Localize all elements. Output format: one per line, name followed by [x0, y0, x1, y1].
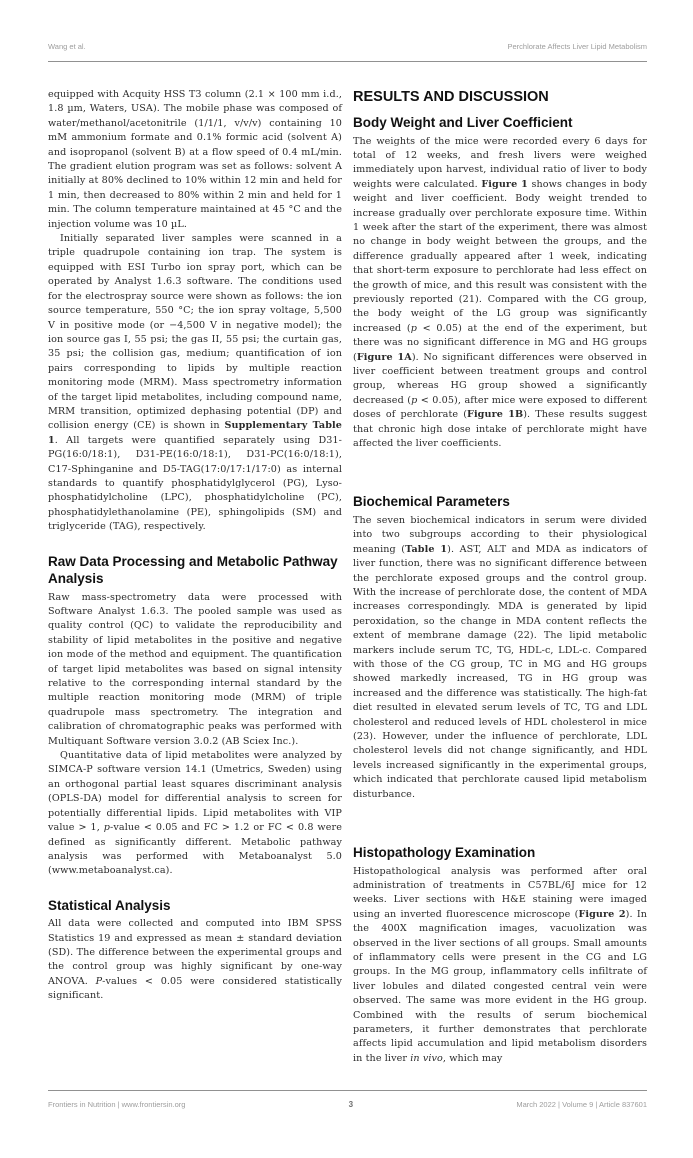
text-segment: ). These results suggest that chronic high dose intake of perchlorate might have affected the liver coefficients. [353, 409, 647, 450]
text-segment: The weights of the mice were recorded every 6 days for total of 12 weeks, and fresh livers were weighed immediately upon harvest, individual ratio of liver to body weights were calculated. [353, 135, 647, 190]
right-column-section-heading-3 [353, 493, 647, 511]
text-segment: < 0.05) at the end of the experiment, but there was no significant difference in MG and HG groups ( [353, 322, 647, 363]
text-segment: -values < 0.05 were considered statistically significant. [48, 975, 342, 1002]
left-column-paragraph-6 [48, 917, 342, 1003]
text-segment: ). In the 400X magnification images, vacuolization was observed in the liver sections of all groups. Small amounts of inflammatory cells were present in the CG and LG groups. In the MG group, inflammatory cells infiltrate of liver lobules and dilated congested central vein were observed. The same was more evident in the HG group. Combined with the results of serum biochemical parameters, it further demonstrates that perchlorate affects lipid accumulation and lipid metabolism disorders in the liver [353, 908, 647, 1064]
text-segment: shows changes in body weight and liver coefficient. Body weight trended to increase gradually over perchlorate exposure time. Within 1 week after the start of the experiment, there was almost no change in body weight between the groups, and the difference gradually appeared after 1 week, indicating that short-term exposure to perchlorate had less effect on the growth of mice, and this result was consistent with the previously reported (21). Compared with the CG group, the body weight of the LG group was significantly increased ( [353, 178, 647, 334]
running-head [48, 42, 647, 51]
footer [48, 1100, 647, 1109]
text-segment: Body Weight and Liver Coefficient [353, 115, 573, 130]
bold-text-segment: Figure 1B [467, 409, 524, 421]
left-column-paragraph-0 [48, 88, 342, 232]
right-column-paragraph-2 [353, 135, 647, 452]
text-segment: equipped with Acquity HSS T3 column (2.1 × 100 mm i.d., 1.8 µm, Waters, USA). The mobile phase was composed of water/methanol/acetonitrile (1/1/1, v/v/v) containing 10 mM ammonium formate and 0.1% formic acid (solvent A) and isopropanol (solvent B) at a flow speed of 0.4 mL/min. The gradient elution program was set as follows: solvent A initially at 80% declined to 10% within 12 min and held for 1 min, then decreased to 80% within 2 min and held for 1 min. The column temperature maintained at 45 °C and the injection volume was 10 µL. [48, 89, 342, 230]
bold-text-segment: Figure 1 [481, 178, 528, 190]
italic-text-segment: in vivo [410, 1052, 443, 1064]
left-column-section-heading-2 [48, 553, 342, 588]
footer-rule [48, 1090, 647, 1091]
bold-text-segment: Supplementary Table 1 [48, 420, 342, 446]
text-segment: Initially separated liver samples were scanned in a triple quadrupole containing ion trap. The system is equipped with ESI Turbo ion spray port, which can be operated by Analyst 1.6.3 software. The conditions used for the electrospray source were shown as follows: the ion source temperature, 550 °C; the ion spray voltage, 5,500 V in positive mode (or −4,500 V in negative model); the ion source gas I, 55 psi; the gas II, 55 psi; the curtain gas, 35 psi; the collision gas, medium; quantification of ion pairs corresponding to lipids by multiple reaction monitoring mode (MRM). Mass spectrometry information of the target lipid metabolites, including compound name, MRM transition, optimized dephasing potential (DP) and collision energy (CE) is shown in [48, 233, 342, 432]
text-segment: < 0.05), after mice were exposed to different doses of perchlorate ( [353, 394, 647, 421]
text-segment: Histopathological analysis was performed after oral administration of treatments in C57BL/6J mice for 12 weeks. Liver sections with H&E staining were imaged using an inverted fluorescence microscope ( [353, 865, 647, 920]
right-column-section-heading-1 [353, 114, 647, 132]
bold-text-segment: Figure 1A [356, 351, 412, 363]
italic-text-segment: p [411, 394, 418, 406]
text-segment: The seven biochemical indicators in serum were divided into two subgroups according to their physiological meaning ( [353, 514, 647, 555]
italic-text-segment: p [103, 822, 111, 834]
text-segment: Biochemical Parameters [353, 494, 510, 510]
text-segment: -value < 0.05 and FC > 1.2 or FC < 0.8 were defined as significantly different. Metabolic pathway analysis was performed with Metaboanalyst 5.0 (www.metaboanalyst.ca). [48, 822, 342, 877]
running-author: Wang et al. [48, 42, 86, 51]
text-segment: ). AST, ALT and MDA as indicators of liver function, there was no significant difference between the perchlorate exposed groups and the control group. With the increase of perchlorate dose, the content of MDA increases correspondingly. MDA is generated by lipid peroxidation, so the change in MDA content reflects the extent of membrane damage (22). The lipid metabolic markers include serum TC, TG, HDL-c, LDL-c. Compared with those of the CG group, TC in MG and HG groups showed markedly increased, TG in HG group was increased and the difference was statistically. The high-fat diet resulted in elevated serum levels of TC, TG and LDL cholesterol and reduced levels of HDL cholesterol in mice (23). However, under the influence of perchlorate, LDL cholesterol levels did not change significantly, and HDL levels increased significantly in the experimental groups, which indicated that perchlorate caused lipid metabolism disturbance. [353, 543, 647, 800]
header-rule [48, 61, 647, 62]
right-column-section-heading-5 [353, 844, 647, 862]
text-segment: Histopathology Examination [353, 845, 536, 861]
journal-name: Frontiers in Nutrition | www.frontiersin.org [48, 1100, 186, 1109]
left-column-section-heading-5 [48, 897, 342, 915]
text-segment: Raw Data Processing and Metabolic Pathway Analysis [48, 553, 338, 587]
italic-text-segment: P [95, 975, 103, 987]
text-segment: . All targets were quantified separately using D31-PG(16:0/18:1), D31-PE(16:0/18:1), D31-PC(16:0/18:1), C17-Sphinganine and D5-TAG(17:0/17:1/17:0) as internal standards to quantify phosphatidylglycerol (PG), Lyso-phosphatidylcholine (LPC), phosphatidylcholine (PC), phosphatidylethanolamine (PE), sphingolipids (SM) and triglyceride (TAG), respectively. [48, 434, 342, 533]
bold-text-segment: Figure 2 [578, 908, 626, 920]
bold-text-segment: Table 1 [405, 543, 448, 555]
right-column-paragraph-4 [353, 514, 647, 802]
page-number: 3 [348, 1100, 354, 1109]
right-column [353, 88, 647, 1066]
text-segment: RESULTS AND DISCUSSION [353, 89, 549, 105]
text-segment: Statistical Analysis [48, 897, 171, 913]
text-segment: Quantitative data of lipid metabolites were analyzed by SIMCA-P software version 14.1 (Umetrics, Sweden) using an orthogonal partial least squares discriminant analysis (OPLS-DA) model for differential analysis to screen for potentially differential lipids. Lipid metabolites with VIP value > 1, [48, 750, 342, 834]
italic-text-segment: p [410, 322, 417, 334]
running-title: Perchlorate Affects Liver Lipid Metabolism [507, 42, 647, 51]
issue-info: March 2022 | Volume 9 | Article 837601 [516, 1100, 647, 1109]
left-column-paragraph-3 [48, 591, 342, 749]
text-segment: Raw mass-spectrometry data were processed with Software Analyst 1.6.3. The pooled sample was used as quality control (QC) to validate the reproducibility and stability of lipid metabolites in the positive and negative ion mode of the method and equipment. The quantification of target lipid metabolites was based on signal intensity relative to the corresponding internal standard by the multiple reaction monitoring mode (MRM) of triple quadrupole mass spectrometry. The integration and calibration of chromatographic peaks was performed with Multiquant Software version 3.0.2 (AB Sciex Inc.). [48, 591, 342, 747]
text-segment: , which may [442, 1052, 503, 1064]
left-column-paragraph-4 [48, 749, 342, 879]
left-column [48, 88, 342, 1066]
right-column-paragraph-6 [353, 865, 647, 1067]
text-segment: All data were collected and computed into IBM SPSS Statistics 19 and expressed as mean ± standard deviation (SD). The difference between the experimental groups and the control group was highly significant by one-way ANOVA. [48, 918, 342, 987]
left-column-paragraph-1 [48, 232, 342, 535]
text-segment: ). No significant differences were observed in liver coefficient between treatment groups and control group, whereas HG group showed a significantly decreased ( [353, 351, 648, 406]
article-body [48, 88, 647, 1066]
right-column-section-heading-0 [353, 88, 647, 106]
